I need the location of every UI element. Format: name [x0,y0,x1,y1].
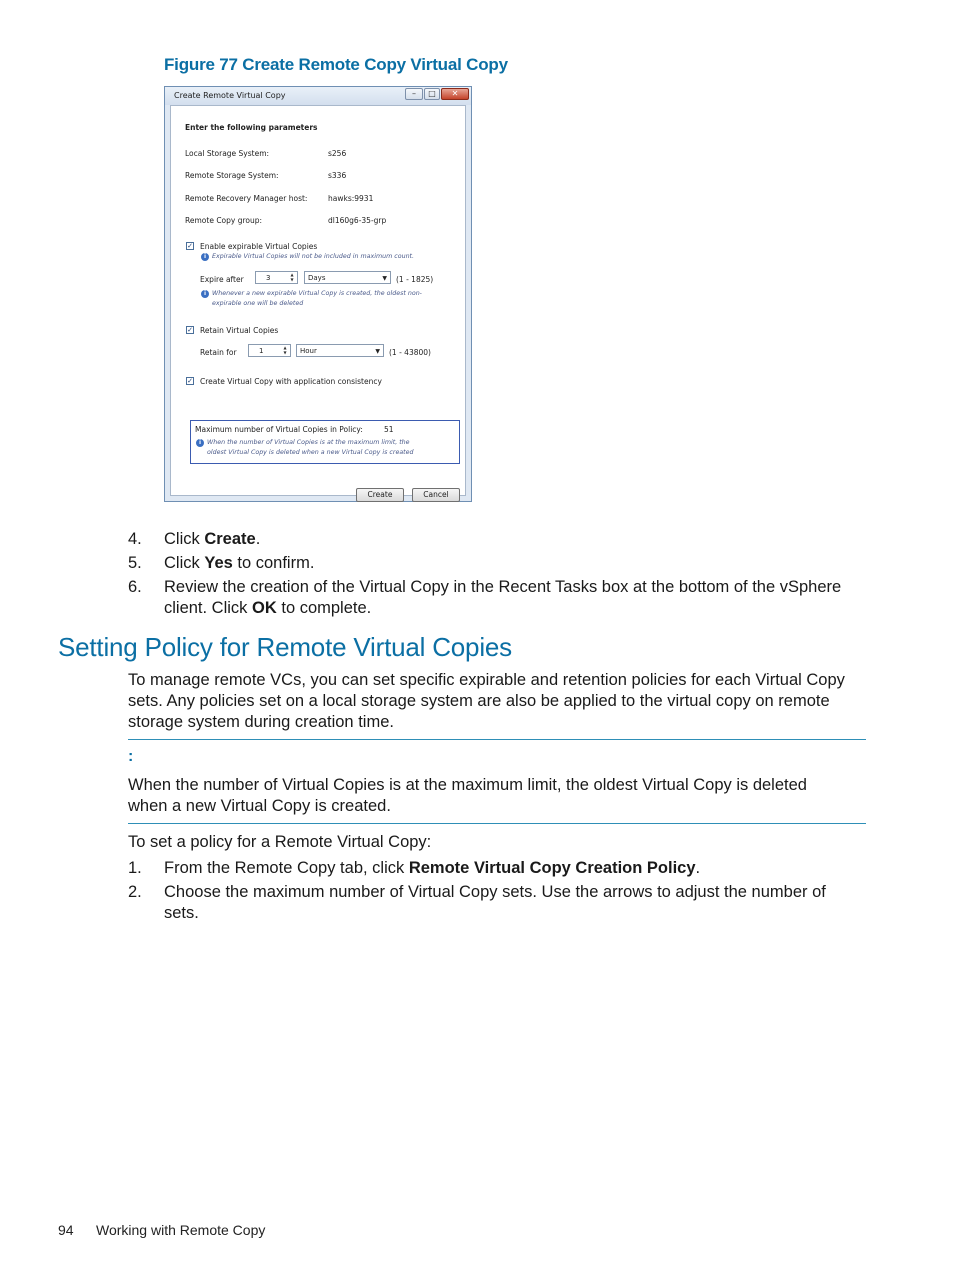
max-policy-value: 51 [384,425,394,434]
remote-storage-value: s336 [328,171,347,180]
info-icon: i [201,253,209,261]
close-button[interactable]: ✕ [441,88,469,100]
step-text-part: . [695,859,701,877]
step-number: 2. [128,883,142,901]
create-remote-virtual-copy-dialog [164,86,472,502]
figure-caption: Figure 77 Create Remote Copy Virtual Copy [164,55,508,74]
step-text [164,598,371,619]
expire-unit-value: Days [308,274,326,282]
expire-after-value: 3 [266,274,271,282]
stepper-arrows[interactable] [288,272,296,282]
dialog-panel [170,105,466,499]
note-line: when a new Virtual Copy is created. [128,797,391,815]
stepper-arrows[interactable] [281,345,289,355]
parameters-heading: Enter the following parameters [185,123,318,132]
step-bold: Create [204,530,256,548]
step-text-part: to confirm. [232,554,315,572]
remote-storage-label: Remote Storage System: [185,171,279,180]
step-text: Review the creation of the Virtual Copy in the Recent Tasks box at the bottom of the vSphere [164,578,842,596]
step-text-part: From the Remote Copy tab, click [164,859,409,877]
dialog-titlebar [165,87,471,105]
expirable-warning-line2: expirable one will be deleted [212,300,304,307]
note-line: When the number of Virtual Copies is at the maximum limit, the oldest Virtual Copy is deleted [128,776,807,794]
step-bold: OK [252,599,277,617]
remote-copy-group-value: dl160g6-35-grp [328,216,387,225]
retain-unit-select[interactable] [296,344,384,357]
intro-line: sets. Any policies set on a local storage system are also be applied to the virtual copy on remote [128,692,830,710]
retain-range: (1 - 43800) [389,348,431,357]
create-button[interactable]: Create [356,488,404,502]
step-text [164,529,260,550]
dialog-title: Create Remote Virtual Copy [174,91,286,100]
minimize-button[interactable]: – [405,88,423,100]
enable-expirable-checkbox[interactable]: ✓ [187,242,193,250]
enable-expirable-label: Enable expirable Virtual Copies [200,242,318,251]
max-policy-box [190,420,460,464]
intro-line: storage system during creation time. [128,713,394,731]
info-icon: i [196,439,204,447]
step-text-part: . [255,530,261,548]
step-text-part: Click [164,554,205,572]
rmc-host-label: Remote Recovery Manager host: [185,194,308,203]
expire-after-stepper[interactable] [255,271,298,284]
spin-up-icon[interactable]: ▲ [283,345,287,350]
expire-after-label: Expire after [200,275,244,284]
max-policy-note-line2: oldest Virtual Copy is deleted when a new Virtual Copy is created [207,449,414,456]
step-bold: Remote Virtual Copy Creation Policy [408,859,696,877]
step-text [164,858,700,879]
expire-range: (1 - 1825) [396,275,434,284]
local-storage-label: Local Storage System: [185,149,270,158]
page-number: 94 [58,1222,74,1238]
step-text-part: client. Click [164,599,253,617]
maximize-button[interactable]: □ [424,88,440,100]
consistency-checkbox[interactable]: ✓ [187,377,193,385]
max-policy-label: Maximum number of Virtual Copies in Policy: [195,425,363,434]
expirable-warning-line1: Whenever a new expirable Virtual Copy is created, the oldest non- [212,290,422,297]
step-number: 4. [128,530,142,548]
step-text [164,553,314,574]
spin-down-icon[interactable]: ▼ [283,350,287,355]
rmc-host-value: hawks:9931 [328,194,374,203]
expirable-note: Expirable Virtual Copies will not be included in maximum count. [212,253,415,260]
chevron-down-icon: ▼ [382,275,387,282]
retain-for-label: Retain for [200,348,237,357]
procedure-lead: To set a policy for a Remote Virtual Copy: [128,833,432,851]
note-label: : [128,748,134,765]
step-bold: Yes [204,554,233,572]
retain-checkbox[interactable]: ✓ [187,326,193,334]
step-number: 5. [128,554,142,572]
retain-for-value: 1 [259,347,264,355]
footer-title: Working with Remote Copy [96,1222,266,1238]
section-heading: Setting Policy for Remote Virtual Copies [58,632,512,662]
note-bottom-rule [128,823,866,824]
step-text: Choose the maximum number of Virtual Copy sets. Use the arrows to adjust the number of [164,883,826,901]
step-text: sets. [164,904,199,922]
local-storage-value: s256 [328,149,347,158]
retain-label: Retain Virtual Copies [200,326,279,335]
note-top-rule [128,739,866,740]
remote-copy-group-label: Remote Copy group: [185,216,263,225]
cancel-button[interactable]: Cancel [412,488,460,502]
spin-down-icon[interactable]: ▼ [290,277,294,282]
intro-line: To manage remote VCs, you can set specific expirable and retention policies for each Virtual Copy [128,671,845,689]
consistency-label: Create Virtual Copy with application consistency [200,377,382,386]
retain-unit-value: Hour [300,347,317,355]
step-text-part: Click [164,530,205,548]
retain-for-stepper[interactable] [248,344,291,357]
max-policy-note-line1: When the number of Virtual Copies is at the maximum limit, the [207,439,410,446]
chevron-down-icon: ▼ [375,348,380,355]
step-text-part: to complete. [276,599,372,617]
info-icon: i [201,290,209,298]
step-number: 6. [128,578,142,596]
expire-unit-select[interactable] [304,271,391,284]
spin-up-icon[interactable]: ▲ [290,272,294,277]
step-number: 1. [128,859,142,877]
